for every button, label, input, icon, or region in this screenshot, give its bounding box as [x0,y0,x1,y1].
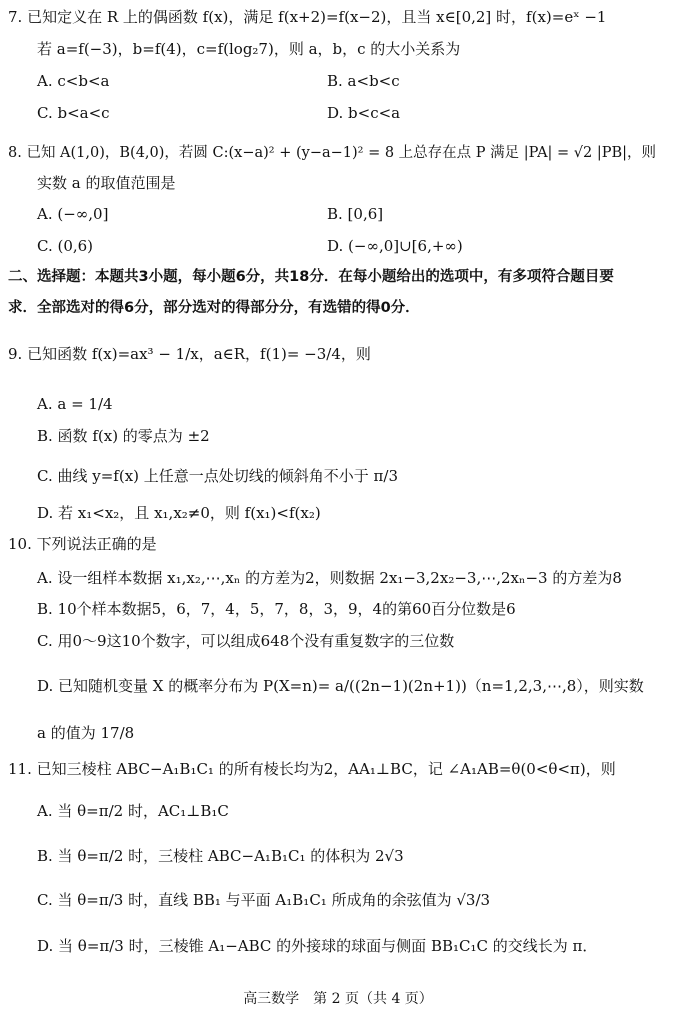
section2-heading-line1: 二、选择题：本题共3小题，每小题6分，共18分．在每小题给出的选项中，有多项符合题目要 [8,269,614,285]
q11-option-b: B. 当 θ=π/2 时，三棱柱 ABC−A₁B₁C₁ 的体积为 2√3 [37,847,404,865]
q11-option-d: D. 当 θ=π/3 时，三棱锥 A₁−ABC 的外接球的球面与侧面 BB₁C₁C 的交线长为 π． [37,937,598,955]
q11-option-c: C. 当 θ=π/3 时，直线 BB₁ 与平面 A₁B₁C₁ 所成角的余弦值为 √3/3 [37,891,491,909]
q10-option-d-line2: a 的值为 17/8 [37,724,135,742]
q10-option-d-line1: D. 已知随机变量 X 的概率分布为 P(X=n)= a/((2n−1)(2n+1))（n=1,2,3,⋯,8），则实数 [37,677,644,695]
q8-option-b: B. [0,6] [327,205,384,223]
q9-option-c: C. 曲线 y=f(x) 上任意一点处切线的倾斜角不小于 π/3 [37,467,398,485]
q8-option-a: A. (−∞,0] [37,205,109,223]
q9-option-a: A. a = 1/4 [37,395,113,413]
q7-stem-line1: 7. 已知定义在 R 上的偶函数 f(x)，满足 f(x+2)=f(x−2)，且当 x∈[0,2] 时，f(x)=eˣ −1 [8,8,607,26]
q7-option-c: C. b<a<c [37,104,110,122]
section2-heading-line2: 求．全部选对的得6分，部分选对的得部分分，有选错的得0分． [8,300,420,316]
q9-option-d: D. 若 x₁<x₂，且 x₁,x₂≠0，则 f(x₁)<f(x₂) [37,504,321,522]
q10-option-c: C. 用0～9这10个数字，可以组成648个没有重复数字的三位数 [37,632,455,650]
q8-stem-line1: 8. 已知 A(1,0)，B(4,0)，若圆 C:(x−a)² + (y−a−1)² = 8 上总存在点 P 满足 |PA| = √2 |PB|，则 [8,145,657,161]
q7-option-a: A. c<b<a [37,72,110,90]
q7-option-d: D. b<c<a [327,104,401,122]
q10-option-b: B. 10个样本数据5，6，7，4，5，7，8，3，9，4的第60百分位数是6 [37,600,516,618]
q8-stem-line2: 实数 a 的取值范围是 [37,174,176,192]
q9-stem: 9. 已知函数 f(x)=ax³ − 1/x，a∈R，f(1)= −3/4，则 [8,345,371,363]
q10-option-a: A. 设一组样本数据 x₁,x₂,⋯,xₙ 的方差为2，则数据 2x₁−3,2x₂−3,⋯,2xₙ−3 的方差为8 [37,569,622,587]
q11-option-a: A. 当 θ=π/2 时，AC₁⊥B₁C [37,802,229,820]
page-footer: 高三数学 第 2 页（共 4 页） [243,991,433,1007]
q8-option-d: D. (−∞,0]∪[6,+∞) [327,237,463,255]
q11-stem: 11. 已知三棱柱 ABC−A₁B₁C₁ 的所有棱长均为2，AA₁⊥BC，记 ∠A₁AB=θ(0<θ<π)，则 [8,760,616,778]
q7-stem-line2: 若 a=f(−3)，b=f(4)，c=f(log₂7)，则 a，b，c 的大小关系为 [37,40,461,58]
q9-option-b: B. 函数 f(x) 的零点为 ±2 [37,427,210,445]
q7-option-b: B. a<b<c [327,72,400,90]
q10-stem: 10. 下列说法正确的是 [8,535,157,553]
q8-option-c: C. (0,6) [37,237,94,255]
